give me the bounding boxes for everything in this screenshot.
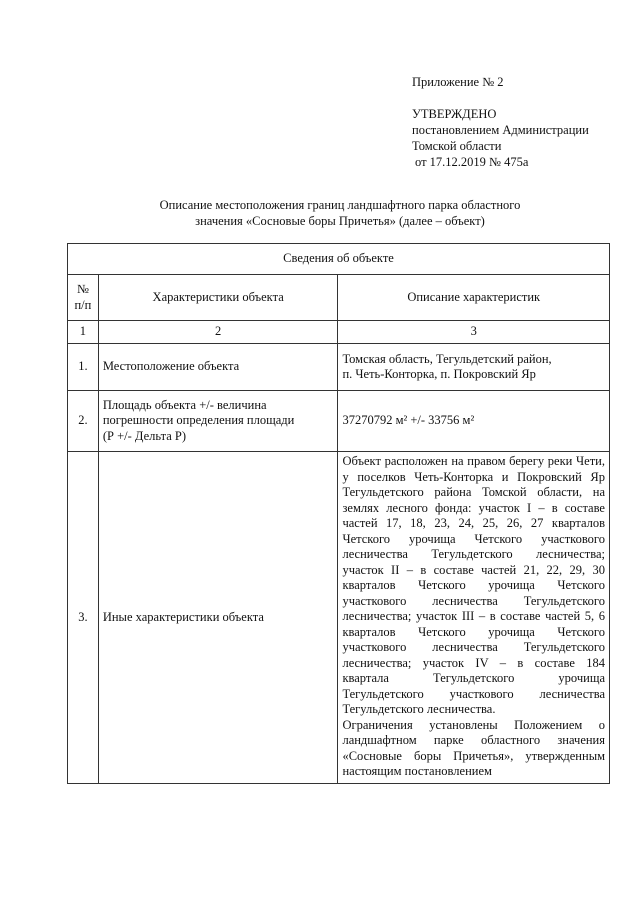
row-description [338,344,610,391]
row-characteristic-line: погрешности определения площади [102,413,295,428]
row-description-paragraph-2: Ограничения установлены Положением о ландшафтном парке областного значения «Сосновые боры Причетья», утвержденным настоящим постановлением [342,717,605,778]
table-header-row [68,275,610,321]
column-number-1: 1 [68,321,99,344]
row-description-line: Томская область, Тегульдетский район, [342,351,552,366]
section-header: Сведения об объекте [68,244,610,275]
document-title-line-2: значения «Сосновые боры Причетья» (далее – объект) [195,214,485,228]
table-section-header-row [68,244,610,275]
row-characteristic [98,391,338,452]
table-row [68,344,610,391]
row-description-paragraph-1: Объект расположен на правом берегу реки Чети, у поселков Четь-Конторка и Покровский Яр Тегульдетского района Томской области, на землях лесного фонда: участок I – в составе частей 17, 18, 23, 24, 25, 26, 27 кварталов Четского урочища Четского участкового лесничества Тегульдетского лесничества; участок II – в составе частей 21, 22, 29, 30 кварталов Четского урочища Четского участкового лесничества Тегульдетского лесничества; участок III – в составе частей 5, 6 кварталов Четского урочища Четского участкового лесничества Тегульдетского лесничества; участок IV – в составе 184 квартала Тегульдетского урочища Тегульдетского участкового лесничества Тегульдетского лесничества. [342,454,605,716]
document-title-line-1: Описание местоположения границ ландшафтного парка областного [159,198,521,212]
row-characteristic: Местоположение объекта [98,344,338,391]
row-characteristic-line: Площадь объекта +/- величина [102,397,267,412]
table-row [68,391,610,452]
row-characteristic: Иные характеристики объекта [98,452,338,784]
row-number: 3. [68,452,99,784]
approval-line-1: постановлением Администрации [412,123,589,137]
document-title [70,197,610,229]
row-number: 1. [68,344,99,391]
object-info-table [67,243,610,784]
approved-label: УТВЕРЖДЕНО [412,107,497,121]
column-number-2: 2 [98,321,338,344]
table-row [68,452,610,784]
column-header-num-line-1: № [76,282,89,296]
appendix-label: Приложение № 2 [412,75,504,89]
row-number: 2. [68,391,99,452]
row-description [338,452,610,784]
approval-block [412,74,627,170]
column-header-characteristics: Характеристики объекта [98,275,338,321]
row-description: 37270792 м² +/- 33756 м² [338,391,610,452]
column-header-description: Описание характеристик [338,275,610,321]
spacer [412,90,627,106]
column-header-num [68,275,99,321]
row-characteristic-line: (Р +/- Дельта Р) [102,428,186,443]
table-column-numbers-row [68,321,610,344]
approval-date: от 17.12.2019 № 475а [415,155,529,169]
approval-line-2: Томской области [412,139,502,153]
row-description-line: п. Четь-Конторка, п. Покровский Яр [342,367,536,381]
column-header-num-line-2: п/п [74,297,92,312]
column-number-3: 3 [338,321,610,344]
